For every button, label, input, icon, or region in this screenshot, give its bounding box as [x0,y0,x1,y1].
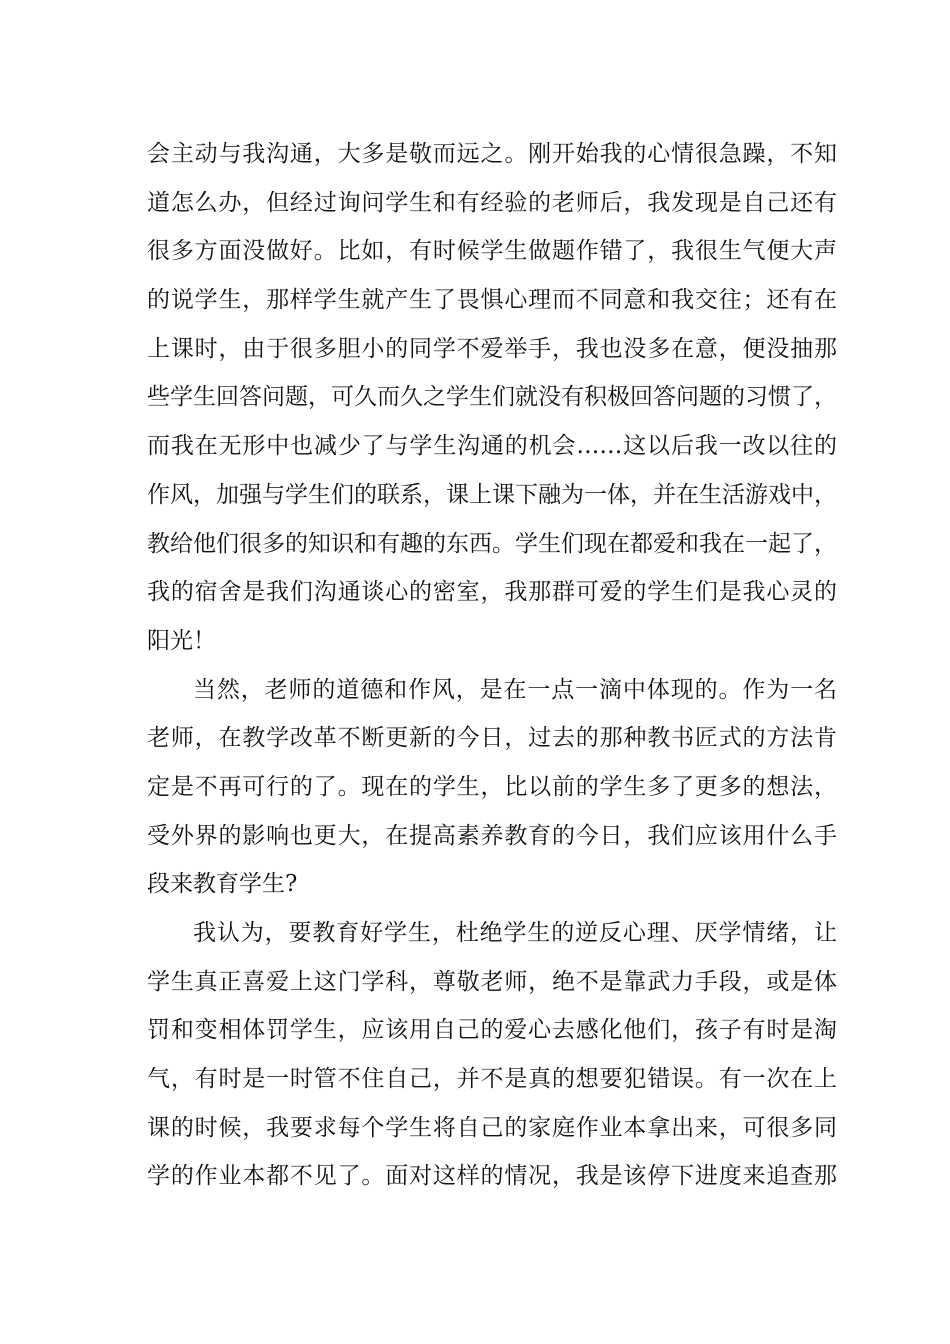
text-line: 受外界的影响也更大，在提高素养教育的今日，我们应该用什么手 [147,822,837,849]
text-line: 课的时候，我要求每个学生将自己的家庭作业本拿出来，可很多同 [147,1114,837,1141]
text-line: 些学生回答问题，可久而久之学生们就没有积极回答问题的习惯了， [147,384,837,411]
text-line: 很多方面没做好。比如，有时候学生做题作错了，我很生气便大声 [147,238,837,265]
text-line: 而我在无形中也减少了与学生沟通的机会……这以后我一改以往的 [147,433,837,460]
body-text [147,130,837,1201]
text-line: 阳光！ [147,627,216,654]
text-line: 罚和变相体罚学生，应该用自己的爱心去感化他们，孩子有时是淘 [147,1017,837,1044]
text-line: 会主动与我沟通，大多是敬而远之。刚开始我的心情很急躁，不知 [147,141,837,167]
text-line: 定是不再可行的了。现在的学生，比以前的学生多了更多的想法， [147,773,837,800]
text-line: 我的宿舍是我们沟通谈心的密室，我那群可爱的学生们是我心灵的 [147,579,837,606]
text-line: 教给他们很多的知识和有趣的东西。学生们现在都爱和我在一起了， [147,530,837,557]
text-line: 学的作业本都不见了。面对这样的情况，我是该停下进度来追查那 [147,1163,837,1190]
text-line: 上课时，由于很多胆小的同学不爱举手，我也没多在意，便没抽那 [147,335,837,362]
text-line: 道怎么办，但经过询问学生和有经验的老师后，我发现是自己还有 [147,189,837,216]
text-line: 作风，加强与学生们的联系，课上课下融为一体，并在生活游戏中， [147,481,837,508]
text-line: 段来教育学生? [147,871,298,898]
paragraph-first-line: 我认为，要教育好学生，杜绝学生的逆反心理、厌学情绪，让 [193,920,837,946]
paragraph-first-line: 当然，老师的道德和作风，是在一点一滴中体现的。作为一名 [193,676,837,703]
text-line: 老师，在教学改革不断更新的今日，过去的那种教书匠式的方法肯 [147,725,837,752]
text-line: 的说学生，那样学生就产生了畏惧心理而不同意和我交往；还有在 [147,287,837,314]
text-line: 气，有时是一时管不住自己，并不是真的想要犯错误。有一次在上 [147,1066,837,1093]
text-line: 学生真正喜爱上这门学科，尊敬老师，绝不是靠武力手段，或是体 [147,968,837,995]
